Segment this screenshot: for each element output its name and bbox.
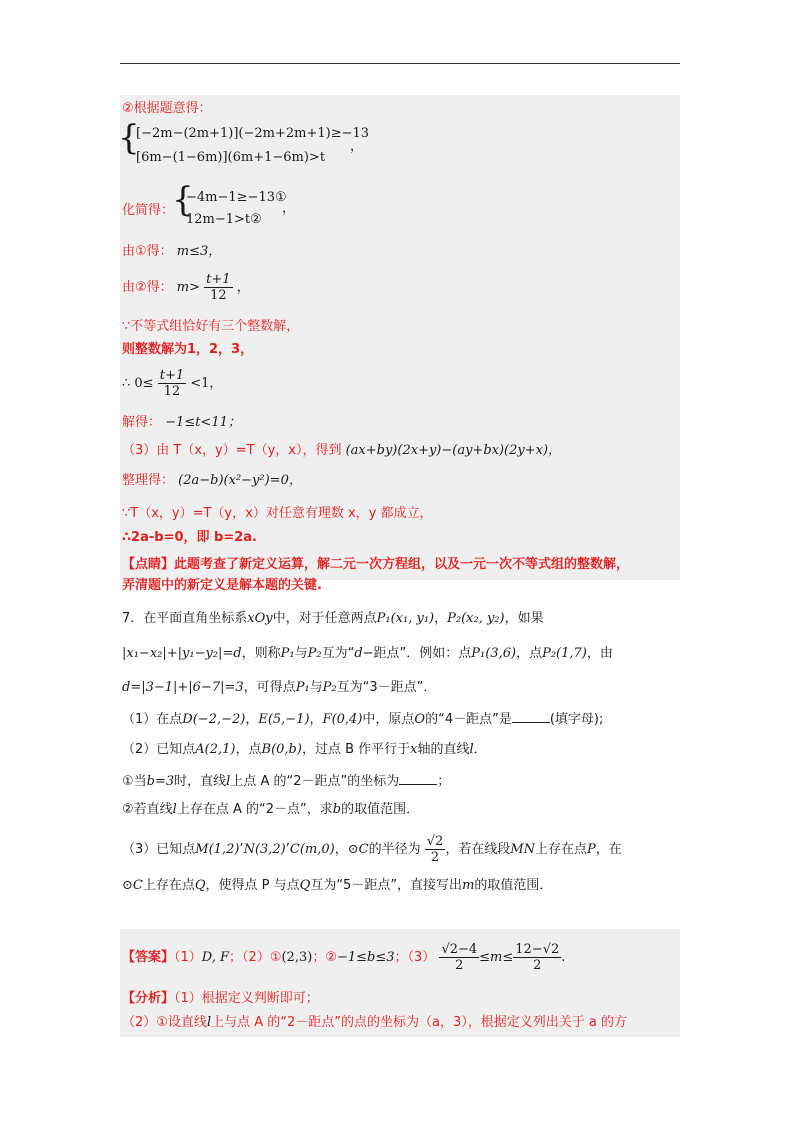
- text: −距点”．例如：点: [362, 646, 472, 661]
- p7-q3-line-2: [122, 877, 678, 895]
- arrange-math: (2a−b)(x²−y²)=0，: [178, 473, 302, 488]
- system-1-line-2: [6m−(1−6m)](6m+1−6m)>t: [136, 150, 326, 165]
- therefore-fraction: [158, 368, 186, 399]
- since-all: ∵T（x，y）=T（y，x）对任意有理数 x，y 都成立，: [122, 506, 433, 521]
- text: (填字母);: [549, 712, 604, 727]
- answer-blank: [399, 772, 437, 785]
- text: 与: [309, 680, 323, 695]
- p7-q2-2: [122, 801, 678, 819]
- answer-2-2-value: −1≤b≤3: [336, 950, 395, 965]
- solve-row: [122, 414, 678, 432]
- answer-3-mid: ≤m≤: [479, 950, 514, 965]
- text: ，: [245, 712, 259, 727]
- left-brace: {: [118, 118, 140, 158]
- fraction-den: 2: [455, 958, 464, 973]
- text: ，则称: [241, 646, 281, 661]
- analysis-line-1: [122, 990, 678, 1008]
- solve-label: 解得：: [122, 415, 162, 430]
- text: （2）①设直线: [122, 1015, 207, 1030]
- p7-line-3: [122, 679, 678, 697]
- text: ’: [285, 842, 290, 857]
- text: ，可得点: [243, 680, 296, 695]
- math-l: l: [226, 774, 231, 789]
- text: ，若在线段: [445, 842, 511, 857]
- text: 上存在点: [142, 878, 195, 893]
- text: （2）已知点: [122, 742, 196, 757]
- text: 上存在点: [535, 842, 588, 857]
- math-b3: b=3: [146, 774, 175, 789]
- radius-den: 2: [430, 850, 440, 865]
- analysis-line-2: [122, 1014, 678, 1032]
- text: ，点: [235, 742, 262, 757]
- integers: 则整数解为1，2，3，: [122, 342, 254, 357]
- p7-q3-line-1: [122, 834, 678, 865]
- text: 上与点 A 的“2－距点”的点的坐标为（a，3），根据定义列出关于 a 的方: [211, 1015, 627, 1030]
- math-l: l: [469, 742, 474, 757]
- text: .: [561, 950, 566, 965]
- radius-num: √2: [426, 834, 444, 849]
- math-origin: O: [414, 712, 426, 727]
- fraction-num: √2−4: [441, 942, 478, 957]
- answer-tag: 【答案】: [122, 950, 175, 965]
- therefore-post: <1，: [190, 376, 223, 391]
- arrange-row: [122, 472, 678, 490]
- answer-blank: [512, 710, 550, 723]
- p7-q1: [122, 710, 678, 729]
- text: （1）在点: [122, 712, 183, 727]
- text: 轴的直线: [417, 742, 470, 757]
- math-point-c: C(m,0): [289, 842, 335, 857]
- math-p1: P₁: [295, 680, 310, 695]
- from1-math: m≤3，: [176, 244, 222, 259]
- math-point-a: A(2,1): [195, 742, 236, 757]
- math-p1-value: P₁(3,6): [471, 646, 517, 661]
- text: （1）: [174, 950, 202, 965]
- math-q: Q: [194, 878, 206, 893]
- header-rule: [120, 63, 680, 64]
- simp-line-2: 12m−1>t②: [186, 212, 262, 227]
- analysis-tag: 【分析】: [122, 991, 175, 1006]
- fraction-num: 12−√2: [515, 942, 560, 957]
- left-brace: {: [172, 180, 194, 220]
- math-m: m: [462, 878, 475, 893]
- answer-3-fraction-2: [513, 942, 561, 973]
- text: ；: [437, 774, 451, 789]
- text: ．: [473, 742, 487, 757]
- fraction-den: 2: [533, 958, 542, 973]
- text: ；（3）: [394, 950, 436, 965]
- math-l: l: [172, 802, 177, 817]
- text: ，使得点 P 与点: [205, 878, 300, 893]
- conclusion: ∴2a-b=0，即 b=2a.: [122, 530, 257, 545]
- math-point-e: E(5,−1): [258, 712, 310, 727]
- s2-intro: ②根据题意得：: [122, 101, 212, 116]
- comment-text-1: 此题考查了新定义运算，解二元一次方程组，以及一元一次不等式组的整数解，: [174, 557, 630, 572]
- from2-pre: m>: [176, 280, 201, 295]
- text: ，过点 B 作平行于: [301, 742, 411, 757]
- from2-row: [122, 272, 678, 303]
- system-1-line-1: [−2m−(2m+1)](−2m+2m+1)≥−13: [136, 126, 370, 141]
- text: ’: [239, 842, 244, 857]
- math-point-m: M(1,2): [195, 842, 240, 857]
- solve-math: −1≤t<11；: [165, 415, 241, 430]
- text: ，点: [516, 646, 543, 661]
- math-circle-c: ⊙C: [347, 842, 369, 857]
- p7-q2-1: [122, 772, 678, 791]
- answer-2-1-value: (2,3): [281, 950, 313, 965]
- therefore-num: t+1: [159, 368, 185, 383]
- comment-tag: 【点睛】: [122, 557, 175, 572]
- text: 互为“5－距点”，直接写出: [310, 878, 463, 893]
- p7-line-2: [122, 645, 678, 663]
- simp-line-1: −4m−1≥−13①: [186, 190, 287, 205]
- text: 与: [294, 646, 308, 661]
- simplify-label: 化简得：: [122, 203, 175, 218]
- answer-3-fraction-1: [439, 942, 479, 973]
- from1-row: [122, 243, 678, 261]
- from2-comma: ，: [236, 280, 250, 295]
- text: 中，原点: [362, 712, 415, 727]
- text: ，在: [595, 842, 622, 857]
- text: ①当: [122, 774, 147, 789]
- answer-1-value: D, F: [201, 950, 230, 965]
- text: 时，直线: [174, 774, 227, 789]
- math-circle-c: ⊙C: [122, 878, 143, 893]
- from2-den: 12: [210, 288, 227, 303]
- system-1-comma: ，: [350, 139, 364, 154]
- answer-row: [122, 942, 678, 974]
- p3-math: (ax+by)(2x+y)−(ay+bx)(2y+x)，: [345, 443, 562, 458]
- p7-q2: [122, 741, 678, 759]
- text: ，如果: [504, 611, 544, 626]
- math-point-f: F(0,4): [322, 712, 363, 727]
- from2-fraction: [204, 272, 232, 303]
- text: 的半径为: [368, 842, 421, 857]
- simp-comma: ，: [282, 201, 296, 216]
- text: ，: [434, 611, 448, 626]
- therefore-den: 12: [163, 384, 181, 399]
- text: 上存在点 A 的“2－点”，求: [176, 802, 333, 817]
- math-distance: |x₁−x₂|+|y₁−y₂|=d: [122, 646, 242, 661]
- from1-label: 由①得：: [122, 244, 173, 259]
- math-example: d=|3−1|+|6−7|=3: [122, 680, 244, 695]
- text: ，: [334, 842, 348, 857]
- p3-text: （3）由 T（x，y）=T（y，x），得到: [122, 443, 342, 458]
- math-d: d: [354, 646, 363, 661]
- math-xoy: xOy: [247, 611, 273, 626]
- comment-line-2: 弄清题中的新定义是解本题的关键.: [122, 578, 322, 593]
- therefore-pre: ∴ 0≤: [122, 376, 154, 391]
- text: （3）已知点: [122, 842, 196, 857]
- math-p2-value: P₂(1,7): [542, 646, 587, 661]
- text: 中，对于任意两点: [272, 611, 377, 626]
- text: （1）根据定义判断即可；: [174, 991, 319, 1006]
- text: 互为“: [321, 646, 355, 661]
- text: 的取值范围．: [341, 802, 420, 817]
- p3-row: [122, 442, 678, 460]
- text: 的取值范围．: [474, 878, 553, 893]
- therefore-row: [122, 368, 678, 399]
- math-p: P: [587, 842, 596, 857]
- since-integer: ∵不等式组恰好有三个整数解，: [122, 319, 300, 334]
- math-p1: P₁(x₁, y₁): [376, 611, 435, 626]
- math-b: b: [332, 802, 342, 817]
- math-p2: P₂: [307, 646, 322, 661]
- text: 7．在平面直角坐标系: [122, 611, 248, 626]
- math-point-n: N(3,2): [243, 842, 286, 857]
- math-point-d: D(−2,−2): [182, 712, 246, 727]
- text: ；（2）①: [229, 950, 282, 965]
- math-p2: P₂: [322, 680, 337, 695]
- text: ；②: [312, 950, 337, 965]
- radius-fraction: [425, 834, 446, 865]
- math-x: x: [410, 742, 418, 757]
- text: 互为“3－距点”．: [336, 680, 437, 695]
- math-p1: P₁: [280, 646, 295, 661]
- text: ，由: [586, 646, 613, 661]
- math-point-b: B(0,b): [261, 742, 302, 757]
- from2-num: t+1: [206, 272, 231, 287]
- math-p2: P₂(x₂, y₂): [447, 611, 505, 626]
- math-q: Q: [299, 878, 311, 893]
- text: ②若直线: [122, 802, 173, 817]
- from2-label: 由②得：: [122, 280, 173, 295]
- arrange-label: 整理得：: [122, 473, 175, 488]
- math-mn: MN: [510, 842, 536, 857]
- text: ，: [309, 712, 323, 727]
- comment-line-1: [122, 556, 678, 574]
- text: 上点 A 的“2－距点”的坐标为: [230, 774, 400, 789]
- p7-line-1: [122, 610, 678, 628]
- math-l: l: [206, 1015, 212, 1030]
- text: 的“4－距点”是: [425, 712, 512, 727]
